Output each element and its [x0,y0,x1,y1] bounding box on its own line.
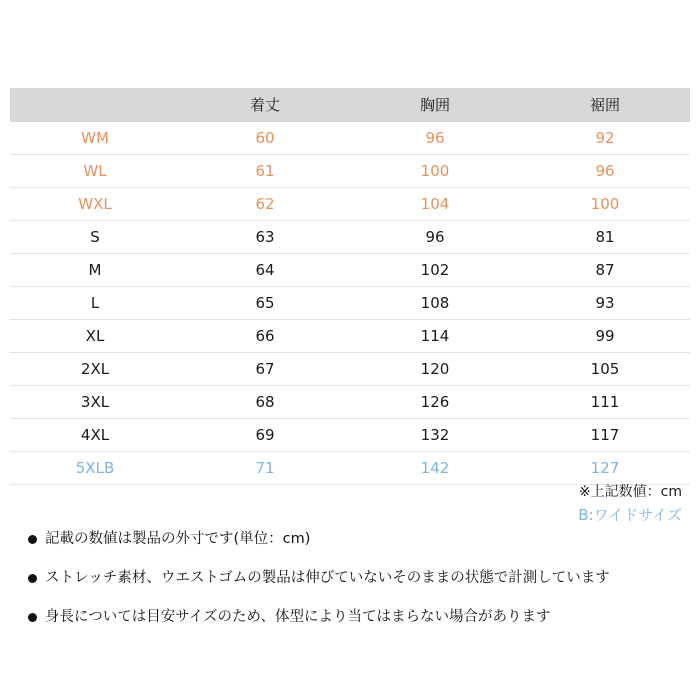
table-row [10,254,690,287]
cell-length: 68 [255,393,275,411]
table-row [10,155,690,188]
cell-hem: 92 [595,129,615,147]
cell-chest: 96 [425,129,445,147]
cell-chest: 102 [420,261,450,279]
cell-size: WXL [78,195,112,213]
cell-length: 67 [255,360,275,378]
cell-hem: 96 [595,162,615,180]
cell-length: 61 [255,162,275,180]
cell-hem: 87 [595,261,615,279]
column-header-hem: 裾囲 [520,88,690,122]
cell-size: M [88,261,102,279]
cell-chest: 108 [420,294,450,312]
table-row [10,320,690,353]
bullet-item [28,530,678,549]
bullet-dot-icon [28,535,37,544]
cell-size: S [90,228,100,246]
cell-chest: 132 [420,426,450,444]
column-header-chest: 胸囲 [350,88,520,122]
cell-size: 5XLB [75,459,115,477]
cell-size: WM [81,129,109,147]
table-row [10,386,690,419]
table-header [10,88,690,122]
table-row [10,287,690,320]
cell-length: 64 [255,261,275,279]
cell-size: 3XL [80,393,110,411]
cell-length: 71 [255,459,275,477]
cell-size: 4XL [80,426,110,444]
cell-size: XL [85,327,105,345]
bullet-dot-icon [28,574,37,583]
cell-chest: 142 [420,459,450,477]
cell-hem: 127 [590,459,620,477]
cell-hem: 111 [590,393,620,411]
cell-hem: 93 [595,294,615,312]
cell-chest: 96 [425,228,445,246]
table-row [10,452,690,485]
cell-length: 69 [255,426,275,444]
table-row [10,122,690,155]
bullet-text: 身長については目安サイズのため、体型により当てはまらない場合があります [45,608,551,625]
bullet-text: ストレッチ素材、ウエストゴムの製品は伸びていないそのままの状態で計測しています [45,569,610,586]
cell-hem: 105 [590,360,620,378]
bullet-item [28,608,678,627]
cell-length: 65 [255,294,275,312]
cell-length: 62 [255,195,275,213]
table-row [10,419,690,452]
table-row [10,188,690,221]
cell-chest: 120 [420,360,450,378]
table-body [10,122,690,485]
cell-hem: 117 [590,426,620,444]
bullet-notes [28,530,678,647]
cell-chest: 126 [420,393,450,411]
cell-size: L [90,294,100,312]
column-header-size [10,88,180,122]
bullet-item [28,569,678,588]
bullet-text: 記載の数値は製品の外寸です(単位：cm) [45,531,311,547]
wide-size-note: B:ワイドサイズ [578,505,682,524]
cell-chest: 104 [420,195,450,213]
table-notes [578,482,682,527]
table-row [10,353,690,386]
column-header-length: 着丈 [180,88,350,122]
unit-note: ※上記数値：cm [578,484,682,500]
size-table [10,88,690,485]
cell-hem: 99 [595,327,615,345]
cell-chest: 100 [420,162,450,180]
cell-length: 63 [255,228,275,246]
cell-length: 66 [255,327,275,345]
table-row [10,221,690,254]
table-header-row [10,88,690,122]
cell-size: WL [83,162,107,180]
cell-size: 2XL [80,360,110,378]
cell-hem: 81 [595,228,615,246]
cell-length: 60 [255,129,275,147]
cell-chest: 114 [420,327,450,345]
bullet-dot-icon [28,613,37,622]
cell-hem: 100 [590,195,620,213]
